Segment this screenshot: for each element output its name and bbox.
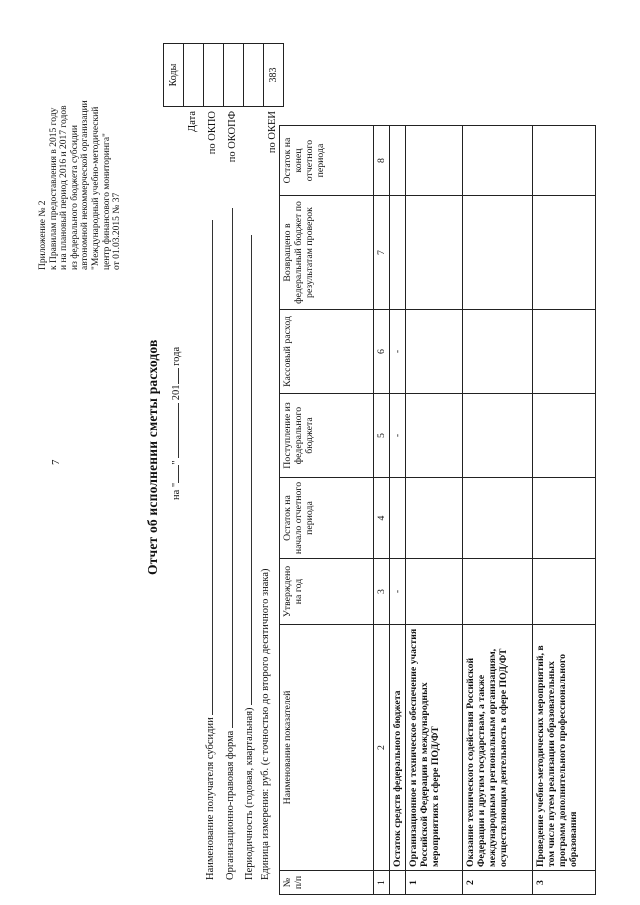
cell-start-balance bbox=[406, 478, 463, 559]
column-number: 2 bbox=[374, 625, 390, 871]
cell-returned bbox=[463, 196, 533, 310]
header-cell: Остаток на начало отчетного периода bbox=[280, 478, 374, 559]
appendix-note bbox=[38, 5, 123, 270]
row-name: Оказание технического содействия Российской Федерации и другим государствам, а также международным и региональным организациям, осуществляющим деятельность в сфере ПОД/ФТ bbox=[463, 625, 533, 871]
table-row bbox=[406, 126, 463, 895]
cell-approved bbox=[533, 559, 596, 625]
legal-form-row bbox=[222, 208, 236, 880]
code-value: 383 bbox=[264, 44, 284, 107]
header-cell: № п/п bbox=[280, 871, 374, 895]
cell-cash-expense bbox=[463, 310, 533, 394]
unit-label: Единица измерения: руб. (с точностью до второго десятичного знака) bbox=[260, 568, 271, 880]
code-value bbox=[224, 44, 244, 107]
cell-returned bbox=[406, 196, 463, 310]
cell-receipts bbox=[463, 394, 533, 478]
header-cell: Наименование показателей bbox=[280, 625, 374, 871]
cell-approved: - bbox=[390, 559, 406, 625]
row-number: 3 bbox=[533, 871, 596, 895]
cell-cash-expense bbox=[533, 310, 596, 394]
row-number: 2 bbox=[463, 871, 533, 895]
recipient-label: Наименование получателя субсидии bbox=[205, 717, 216, 880]
periodicity-blank bbox=[241, 235, 252, 705]
appendix-line: автономной некоммерческой организации bbox=[80, 100, 91, 270]
appendix-line: центр финансового мониторинга" bbox=[101, 133, 112, 270]
cell-end-balance bbox=[463, 126, 533, 196]
column-number: 1 bbox=[374, 871, 390, 895]
document-title: Отчет об исполнении сметы расходов bbox=[145, 339, 160, 575]
cell-approved bbox=[463, 559, 533, 625]
column-number: 4 bbox=[374, 478, 390, 559]
column-number-row bbox=[374, 126, 390, 895]
legal-form-blank bbox=[222, 208, 233, 728]
page-number: 7 bbox=[50, 459, 62, 465]
header-cell: Кассовый расход bbox=[280, 310, 374, 394]
code-label: по ОКПО bbox=[207, 111, 218, 155]
cell-start-balance bbox=[533, 478, 596, 559]
cell-approved bbox=[406, 559, 463, 625]
cell-start-balance bbox=[390, 478, 406, 559]
row-number bbox=[390, 871, 406, 895]
cell-end-balance bbox=[390, 126, 406, 196]
expense-report-table bbox=[279, 125, 596, 895]
cell-returned bbox=[533, 196, 596, 310]
date-mid: " bbox=[171, 460, 182, 465]
column-number: 7 bbox=[374, 196, 390, 310]
recipient-row bbox=[202, 220, 216, 880]
codes-header: Коды bbox=[164, 44, 184, 107]
cell-receipts: - bbox=[390, 394, 406, 478]
row-name: Организационное и техническое обеспечение участия Российской Федерации в международных мероприятиях в сфере ПОД/ФТ bbox=[406, 625, 463, 871]
code-value bbox=[184, 44, 204, 107]
date-suffix: года bbox=[171, 346, 182, 366]
code-label: по ОКОПФ bbox=[227, 111, 238, 163]
column-number: 5 bbox=[374, 394, 390, 478]
column-number: 8 bbox=[374, 126, 390, 196]
header-cell: Утверждено на год bbox=[280, 559, 374, 625]
appendix-line: от 01.03.2015 № 37 bbox=[112, 192, 123, 270]
appendix-line: Приложение № 2 bbox=[38, 200, 48, 270]
appendix-line: "Международный учебно-методический bbox=[90, 106, 101, 270]
header-cell: Поступление из федерального бюджета bbox=[280, 394, 374, 478]
code-value bbox=[244, 44, 264, 107]
appendix-line: к Правилам предоставления в 2015 году bbox=[48, 107, 59, 270]
appendix-line: из федерального бюджета субсидии bbox=[69, 125, 80, 270]
header-cell: Возвращено в федеральный бюджет по результатам проверок bbox=[280, 196, 374, 310]
cell-receipts bbox=[533, 394, 596, 478]
cell-end-balance bbox=[406, 126, 463, 196]
code-label: Дата bbox=[187, 111, 198, 132]
code-value bbox=[204, 44, 224, 107]
month-blank bbox=[168, 403, 179, 458]
day-blank bbox=[168, 465, 179, 483]
cell-end-balance bbox=[533, 126, 596, 196]
cell-cash-expense: - bbox=[390, 310, 406, 394]
code-label: по ОКЕИ bbox=[267, 111, 278, 154]
cell-start-balance bbox=[463, 478, 533, 559]
unit-row bbox=[260, 569, 271, 881]
cell-returned bbox=[390, 196, 406, 310]
column-number: 6 bbox=[374, 310, 390, 394]
column-number: 3 bbox=[374, 559, 390, 625]
code-label bbox=[243, 111, 263, 205]
legal-form-label: Организационно-правовая форма bbox=[225, 730, 236, 880]
code-labels bbox=[183, 111, 283, 205]
appendix-line: и на плановый период 2016 и 2017 годов bbox=[59, 105, 70, 270]
year-prefix: 201 bbox=[171, 384, 182, 401]
table-header-row bbox=[280, 126, 374, 895]
header-cell: Остаток на конец отчетного периода bbox=[280, 126, 374, 196]
report-date-line bbox=[168, 347, 182, 500]
row-number: 1 bbox=[406, 871, 463, 895]
year-blank bbox=[168, 369, 179, 385]
date-prefix: на " bbox=[171, 482, 182, 500]
cell-cash-expense bbox=[406, 310, 463, 394]
table-row bbox=[533, 126, 596, 895]
row-name: Остаток средств федерального бюджета bbox=[390, 625, 406, 871]
cell-receipts bbox=[406, 394, 463, 478]
table-row bbox=[463, 126, 533, 895]
codes-table bbox=[163, 43, 284, 107]
row-name: Проведение учебно-методических мероприятий, в том числе путем реализации образовательных программ дополнительного профессионального образования bbox=[533, 625, 596, 871]
periodicity-label: Периодичность (годовая, квартальная) bbox=[244, 707, 255, 880]
periodicity-row bbox=[241, 235, 255, 880]
table-row bbox=[390, 126, 406, 895]
recipient-blank bbox=[202, 220, 213, 715]
